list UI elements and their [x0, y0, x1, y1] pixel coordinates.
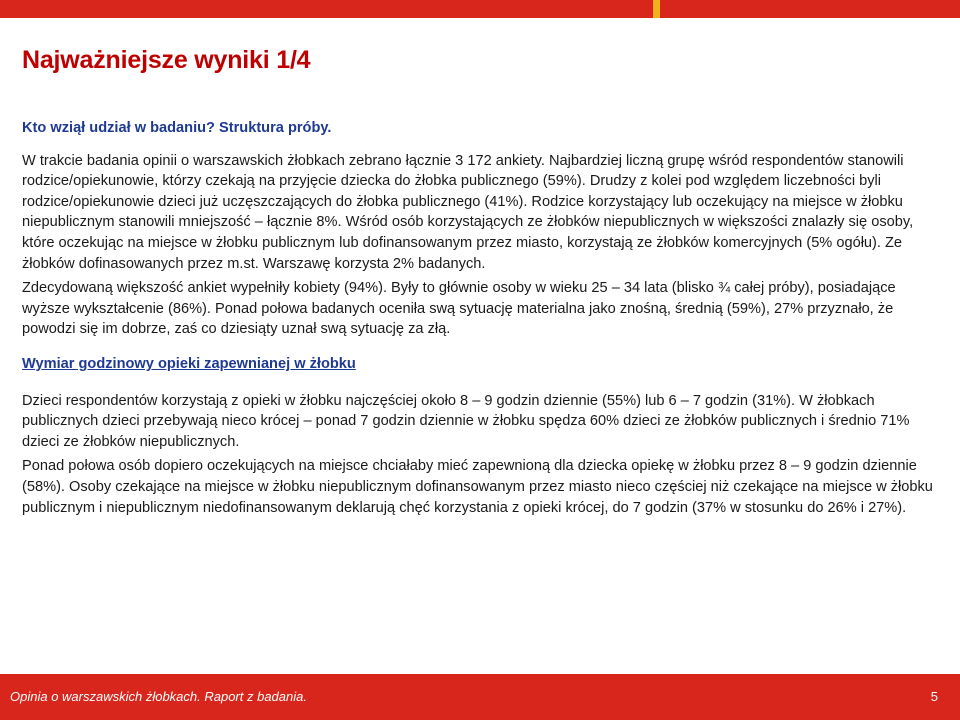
top-accent-stripe [653, 0, 660, 18]
slide-content [22, 118, 938, 522]
footer-caption: Opinia o warszawskich żłobkach. Raport z badania. [10, 689, 307, 704]
top-accent-bar [0, 0, 653, 18]
section-heading-care-hours: Wymiar godzinowy opieki zapewnianej w żłobku [22, 355, 356, 372]
page-number: 5 [930, 689, 938, 704]
slide-title: Najważniejsze wyniki 1/4 [22, 46, 311, 74]
paragraph-sample-structure: W trakcie badania opinii o warszawskich żłobkach zebrano łącznie 3 172 ankiety. Najbardziej liczną grupę wśród respondentów stanowili rodzice/opiekunowie, którzy czekają na przyjęcie dziecka do żłobka publicznego (59%). Drudzy z kolei pod względem liczebności byli rodzice/opiekunowie dzieci już uczęszczających do żłobka publicznego (41%). Rodzice korzystający lub oczekujący na miejsce w żłobku niepublicznym stanowili mniejszość – łącznie 8%. Wśród osób korzystających ze żłobków niepublicznych w większości znalazły się osoby, które oczekując na miejsce w żłobku publicznym lub dofinansowanym przez miasto, korzystają ze żłobków komercyjnych (5% ogółu). Ze żłobków dofinasowanych przez m.st. Warszawę korzysta 2% badanych. [22, 152, 914, 272]
section-heading-sample: Kto wziął udział w badaniu? Struktura próby. [22, 120, 332, 136]
paragraph-demographics: Zdecydowaną większość ankiet wypełniły kobiety (94%). Były to głównie osoby w wieku 25 – 34 lata (blisko ¾ całej próby), posiadające wyższe wykształcenie (86%). Ponad połowa badanych oceniła swą sytuację materialna jako znośną, średnią (59%), 27% przyznało, że powodzi się im dobrze, zaś co dziesiąty uznał swą sytuację za złą. [22, 280, 896, 338]
paragraph-waiting-parents: Ponad połowa osób dopiero oczekujących na miejsce chciałaby mieć zapewnioną dla dziecka opiekę w żłobku przez 8 – 9 godzin dziennie (58%). Osoby czekające na miejsce w żłobku niepublicznym dofinansowanym przez miasto nieco częściej niż czekające na miejsce w żłobku publicznym i niepublicznym niedofinansowanym deklarują chęć korzystania z opieki krócej, do 7 godzin (37% w stosunku do 26% i 27%). [22, 458, 933, 516]
spacer [22, 344, 938, 354]
top-accent-bar-right [660, 0, 960, 18]
paragraph-care-hours: Dzieci respondentów korzystają z opieki w żłobku najczęściej około 8 – 9 godzin dziennie (55%) lub 6 – 7 godzin (31%). W żłobkach publicznych dzieci przebywają nieco krócej – ponad 7 godzin dziennie w żłobku spędza 60% dzieci ze żłobków publicznych i średnio 71% dzieci ze żłobków niepublicznych. [22, 392, 910, 450]
